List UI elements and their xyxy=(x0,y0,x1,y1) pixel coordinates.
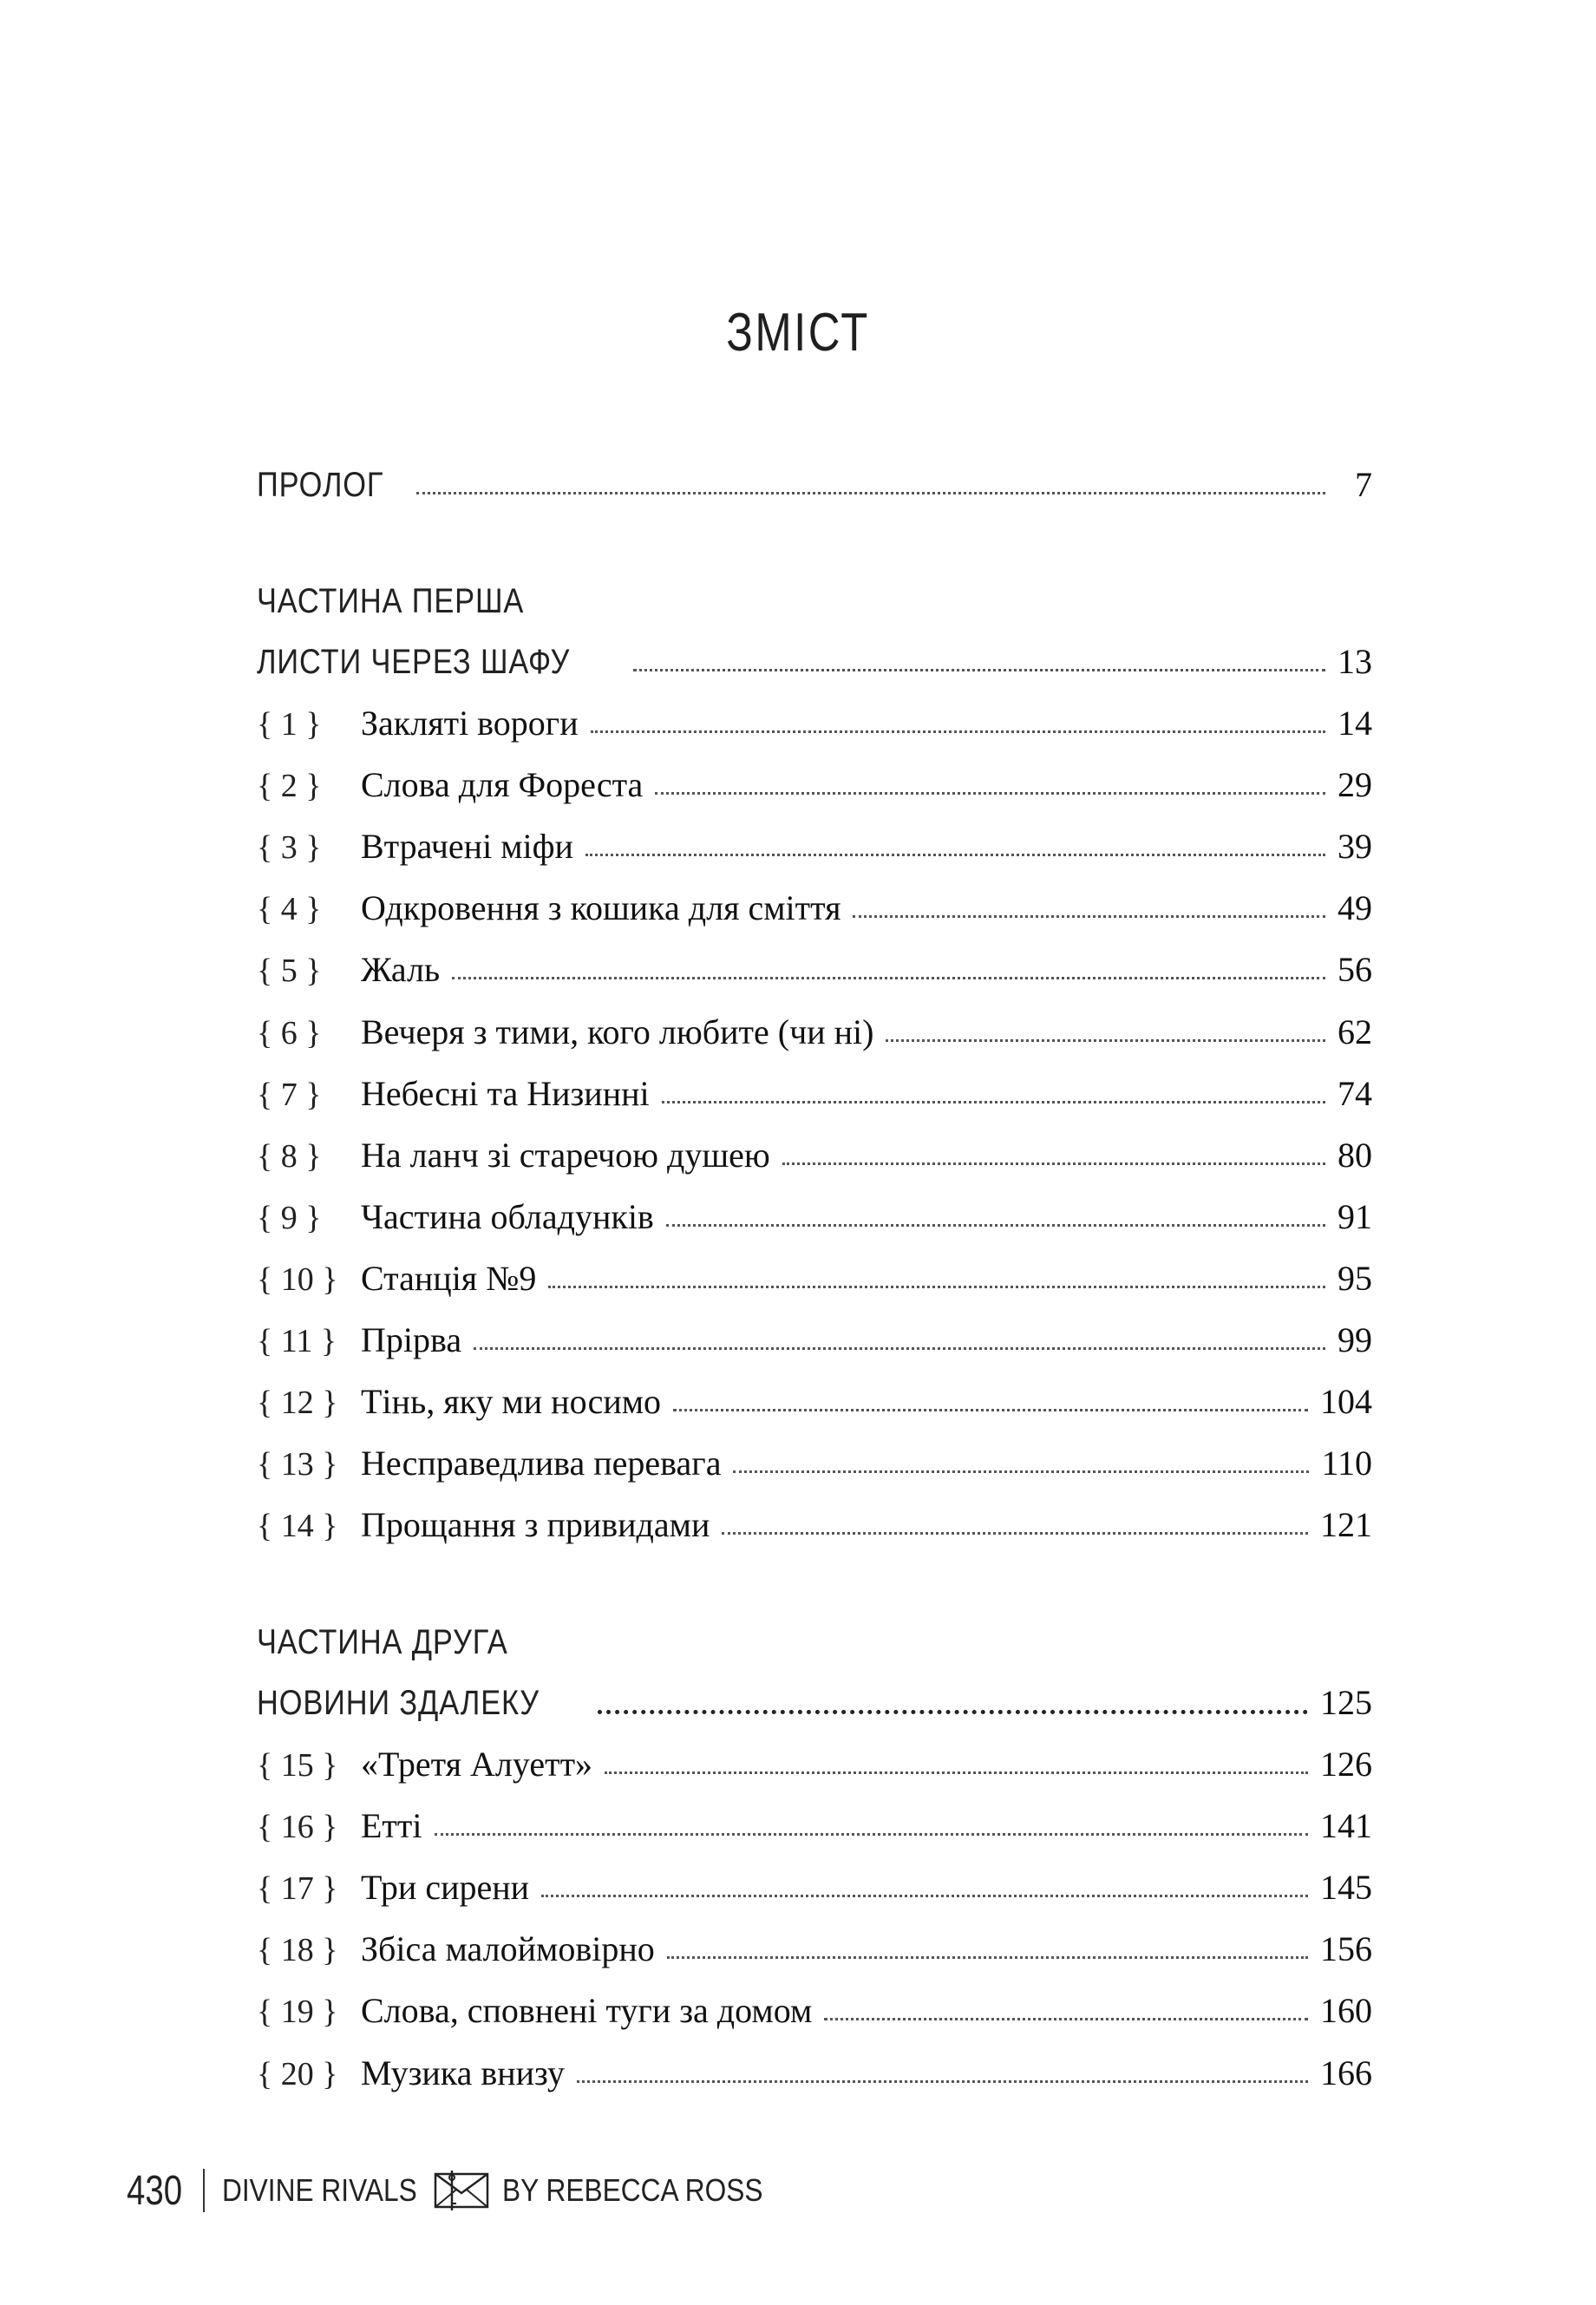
chapter-number: { 20 } xyxy=(257,2055,338,2092)
footer-book-title: DIVINE RIVALS xyxy=(222,2172,417,2208)
footer-page-number: 430 xyxy=(127,2167,183,2214)
chapter-page: 110 xyxy=(1321,1444,1372,1483)
toc-entry-prologue[interactable] xyxy=(257,453,1372,505)
dot-leader xyxy=(474,1347,1325,1350)
part1-heading xyxy=(257,569,1372,621)
part1-heading-text: ЧАСТИНА ПЕРША xyxy=(257,582,525,620)
footer-divider xyxy=(203,2169,205,2212)
chapter-title: Одкровення з кошика для сміття xyxy=(361,888,841,928)
toc-chapter-entry[interactable] xyxy=(257,1123,1372,1175)
chapter-title: Небесні та Низинні xyxy=(361,1073,650,1113)
chapter-page: 39 xyxy=(1338,827,1372,867)
chapter-title: Слова для Фореста xyxy=(361,765,644,805)
dot-leader xyxy=(853,915,1325,918)
chapter-number: { 15 } xyxy=(257,1747,338,1784)
part2-heading-text: ЧАСТИНА ДРУГА xyxy=(257,1623,508,1661)
chapter-number: { 18 } xyxy=(257,1932,338,1969)
chapter-number: { 3 } xyxy=(257,829,322,867)
chapter-number: { 17 } xyxy=(257,1870,338,1908)
toc-chapter-entry[interactable] xyxy=(257,1000,1372,1052)
chapter-page: 91 xyxy=(1338,1196,1372,1236)
chapter-title: «Третя Алуетт» xyxy=(361,1745,593,1784)
chapter-page: 104 xyxy=(1320,1382,1372,1422)
chapter-page: 62 xyxy=(1338,1012,1372,1051)
chapter-page: 121 xyxy=(1320,1505,1372,1545)
dot-leader xyxy=(633,669,1325,671)
toc-chapter-entry[interactable] xyxy=(257,1732,1372,1784)
toc-chapter-entry[interactable] xyxy=(257,1370,1372,1422)
toc-chapter-entry[interactable] xyxy=(257,815,1372,867)
chapter-title: Втрачені міфи xyxy=(361,827,573,867)
chapter-title: Станція №9 xyxy=(361,1258,537,1298)
toc-entry-part2[interactable] xyxy=(257,1671,1372,1723)
part2-heading xyxy=(257,1610,1372,1662)
chapter-number: { 19 } xyxy=(257,1994,338,2031)
dot-leader xyxy=(782,1162,1325,1165)
footer-author: BY REBECCA ROSS xyxy=(502,2172,763,2208)
dot-leader xyxy=(655,792,1325,795)
chapter-page: 74 xyxy=(1338,1073,1372,1113)
chapter-number: { 16 } xyxy=(257,1809,338,1846)
chapter-title: Несправедлива перевага xyxy=(361,1444,722,1483)
chapter-number: { 12 } xyxy=(257,1385,338,1422)
toc-entry-part1[interactable] xyxy=(257,630,1372,682)
dot-leader xyxy=(416,492,1325,494)
chapter-number: { 6 } xyxy=(257,1014,322,1051)
toc-chapter-entry[interactable] xyxy=(257,1493,1372,1545)
toc-chapter-entry[interactable] xyxy=(257,1308,1372,1360)
chapter-title: Вечеря з тими, кого любите (чи ні) xyxy=(361,1012,874,1051)
prologue-label: ПРОЛОГ xyxy=(257,466,384,504)
chapter-number: { 7 } xyxy=(257,1076,322,1113)
toc-chapter-entry[interactable] xyxy=(257,876,1372,928)
chapter-number: { 5 } xyxy=(257,953,322,990)
toc-chapter-entry[interactable] xyxy=(257,2041,1372,2093)
chapter-page: 14 xyxy=(1338,704,1372,743)
part1-page: 13 xyxy=(1338,642,1372,681)
toc-chapter-entry[interactable] xyxy=(257,1794,1372,1846)
chapter-title: Музика внизу xyxy=(361,2053,566,2092)
dot-leader xyxy=(598,1710,1308,1714)
chapter-page: 80 xyxy=(1338,1135,1372,1175)
chapter-page: 95 xyxy=(1338,1258,1372,1298)
toc-chapter-entry[interactable] xyxy=(257,1979,1372,2031)
dot-leader xyxy=(452,977,1325,979)
toc-chapter-entry[interactable] xyxy=(257,938,1372,990)
chapter-number: { 1 } xyxy=(257,706,322,743)
chapter-title: Частина обладунків xyxy=(361,1196,654,1236)
chapter-title: Прощання з привидами xyxy=(361,1505,710,1545)
dot-leader xyxy=(666,1224,1325,1227)
chapter-title: Три сирени xyxy=(361,1868,530,1908)
toc-chapter-entry[interactable] xyxy=(257,1431,1372,1483)
chapter-number: { 11 } xyxy=(257,1323,337,1359)
chapter-page: 126 xyxy=(1320,1745,1372,1784)
dot-leader xyxy=(435,1833,1308,1836)
part2-subtitle: НОВИНИ ЗДАЛЕКУ xyxy=(257,1684,540,1722)
chapter-page: 29 xyxy=(1338,765,1372,805)
chapter-page: 49 xyxy=(1338,888,1372,928)
dot-leader xyxy=(541,1895,1308,1897)
chapter-number: { 14 } xyxy=(257,1508,338,1545)
page-title: ЗМІСТ xyxy=(726,303,870,363)
chapter-title: Тінь, яку ми носимо xyxy=(361,1382,662,1422)
dot-leader xyxy=(605,1771,1308,1774)
dot-leader xyxy=(585,854,1325,856)
dot-leader xyxy=(591,730,1325,733)
toc-chapter-entry[interactable] xyxy=(257,691,1372,743)
toc-chapter-entry[interactable] xyxy=(257,1856,1372,1908)
chapter-title: На ланч зі старечою душею xyxy=(361,1135,770,1175)
chapter-page: 56 xyxy=(1338,950,1372,990)
chapter-title: Збіса малоймовірно xyxy=(361,1929,655,1969)
chapter-page: 145 xyxy=(1320,1868,1372,1908)
toc-chapter-entry[interactable] xyxy=(257,1062,1372,1114)
chapter-page: 166 xyxy=(1320,2053,1372,2092)
page-footer xyxy=(127,2160,799,2221)
chapter-number: { 10 } xyxy=(257,1261,338,1298)
part2-page: 125 xyxy=(1320,1683,1372,1722)
chapter-page: 99 xyxy=(1338,1320,1372,1359)
toc-chapter-entry[interactable] xyxy=(257,1917,1372,1969)
toc-chapter-entry[interactable] xyxy=(257,753,1372,805)
toc-chapter-entry[interactable] xyxy=(257,1185,1372,1237)
prologue-page: 7 xyxy=(1355,465,1372,504)
chapter-page: 141 xyxy=(1320,1806,1372,1846)
dot-leader xyxy=(548,1286,1325,1288)
chapter-number: { 9 } xyxy=(257,1199,322,1236)
dot-leader xyxy=(667,1956,1308,1959)
chapter-number: { 13 } xyxy=(257,1446,338,1483)
toc-chapter-entry[interactable] xyxy=(257,1247,1372,1299)
dot-leader xyxy=(673,1409,1308,1411)
chapter-number: { 4 } xyxy=(257,891,322,928)
dot-leader xyxy=(577,2080,1308,2083)
dot-leader xyxy=(824,2018,1308,2020)
dot-leader xyxy=(886,1039,1325,1042)
chapter-title: Закляті вороги xyxy=(361,704,579,743)
part1-subtitle: ЛИСТИ ЧЕРЕЗ ШАФУ xyxy=(257,643,571,681)
chapter-title: Прірва xyxy=(361,1320,462,1359)
dot-leader xyxy=(722,1532,1308,1535)
chapter-number: { 8 } xyxy=(257,1137,322,1175)
envelope-key-icon xyxy=(433,2171,490,2210)
dot-leader xyxy=(662,1101,1325,1103)
chapter-page: 156 xyxy=(1320,1929,1372,1969)
chapter-number: { 2 } xyxy=(257,768,322,805)
chapter-title: Слова, сповнені туги за домом xyxy=(361,1991,813,2031)
dot-leader xyxy=(733,1470,1309,1473)
chapter-title: Етті xyxy=(361,1806,422,1846)
chapter-title: Жаль xyxy=(361,950,441,990)
chapter-page: 160 xyxy=(1320,1991,1372,2031)
